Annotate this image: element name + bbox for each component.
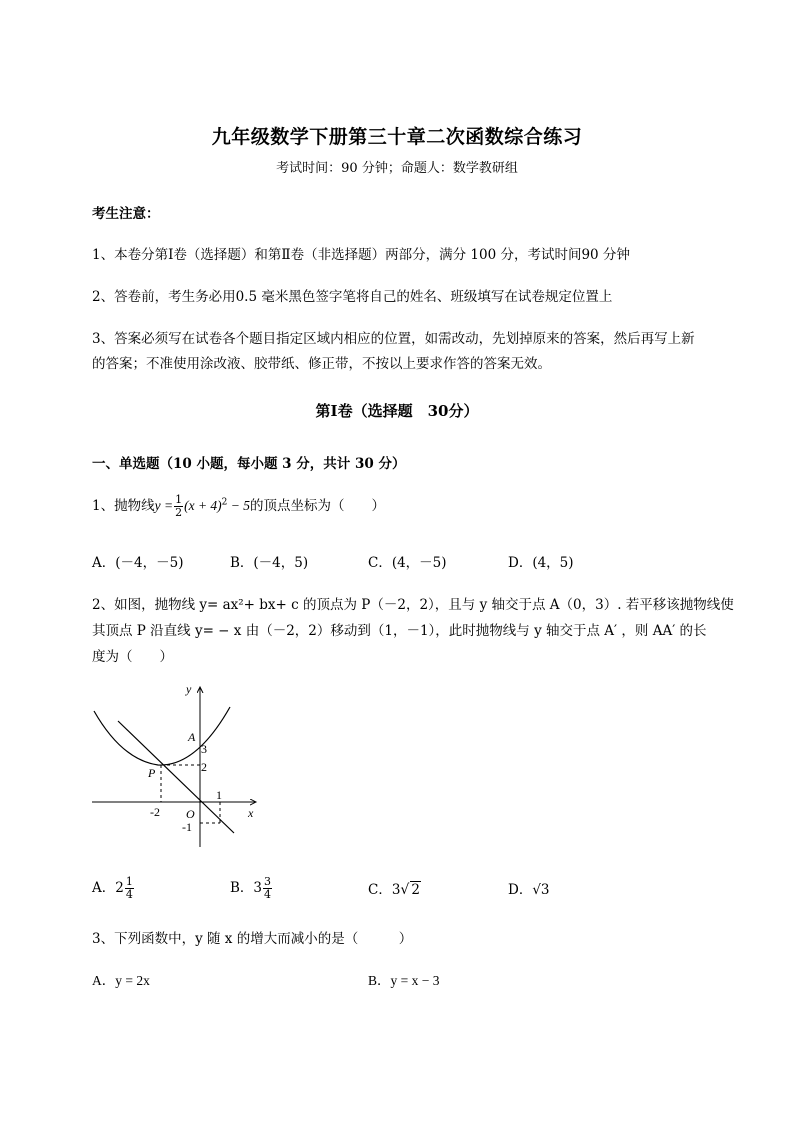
q2-option-b-fraction xyxy=(263,876,272,901)
q3-option-b[interactable]: B．y = x − 3 xyxy=(368,973,440,988)
q2-option-a-fraction xyxy=(125,876,134,901)
q1-option-c[interactable]: C．(4，－5) xyxy=(368,555,447,571)
line-y-neg-x xyxy=(118,721,234,833)
q1-frac-den: 2 xyxy=(175,506,183,519)
q3-option-a[interactable]: A．y = 2x xyxy=(92,973,150,988)
parabola-curve xyxy=(94,707,230,765)
q2-option-d[interactable]: D．√3 xyxy=(508,882,550,898)
notice-item-3-line2: 的答案；不准使用涂改液、胶带纸、修正带，不按以上要求作答的答案无效。 xyxy=(92,356,551,372)
notice-item-1: 1、本卷分第Ⅰ卷（选择题）和第Ⅱ卷（非选择题）两部分，满分 100 分，考试时间90 分钟 xyxy=(92,247,630,263)
notice-heading: 考生注意： xyxy=(92,206,160,222)
q1-option-d[interactable]: D．(4，5) xyxy=(508,555,574,571)
q2-option-a-num: 1 xyxy=(125,875,133,888)
q2-option-a-den: 4 xyxy=(125,888,133,901)
label-neg1: -1 xyxy=(182,820,192,834)
exam-info: 考试时间：90 分钟；命题人：数学教研组 xyxy=(276,161,518,176)
section-subheading: 一、单选题（10 小题，每小题 3 分，共计 30 分） xyxy=(92,456,406,472)
q2-option-b[interactable] xyxy=(230,876,273,901)
question-3-stem: 3、下列函数中，y 随 x 的增大而减小的是（ ） xyxy=(92,931,413,947)
q2-option-c[interactable] xyxy=(368,878,421,898)
label-3: 3 xyxy=(201,742,207,756)
notice-item-3-line1: 3、答案必须写在试卷各个题目指定区域内相应的位置，如需改动，先划掉原来的答案，然后再写上新 xyxy=(92,331,695,347)
section-title: 第Ⅰ卷（选择题 30分） xyxy=(315,402,479,420)
q2-option-b-prefix: B．3 xyxy=(230,880,263,896)
q1-option-a[interactable]: A．(－4，－5) xyxy=(92,555,184,571)
question-2-line3: 度为（ ） xyxy=(92,649,173,665)
q2-option-a[interactable] xyxy=(92,876,135,901)
q1-option-b[interactable]: B．(－4，5) xyxy=(230,555,309,571)
label-P: P xyxy=(148,766,156,780)
q1-exponent: 2 xyxy=(221,497,228,508)
q2-option-c-radicand: 2 xyxy=(411,882,420,898)
notice-item-2: 2、答卷前，考生务必用0.5 毫米黑色签字笔将自己的姓名、班级填写在试卷规定位置上 xyxy=(92,289,613,305)
label-neg2: -2 xyxy=(150,805,160,819)
page-title: 九年级数学下册第三十章二次函数综合练习 xyxy=(211,126,583,148)
sqrt-icon: √ xyxy=(400,882,410,898)
label-O: O xyxy=(186,807,195,821)
q1-expr-b: − 5 xyxy=(227,498,251,513)
question-2-line1: 2、如图，抛物线 y= ax²+ bx+ c 的顶点为 P（－2，2），且与 y 轴交于点 A（0，3）. 若平移该抛物线使 xyxy=(92,597,734,613)
label-y: y xyxy=(186,682,192,696)
q2-option-c-prefix: C．3 xyxy=(368,882,401,898)
label-2: 2 xyxy=(201,760,207,774)
q2-option-b-den: 4 xyxy=(264,888,272,901)
q1-frac-num: 1 xyxy=(175,493,183,506)
q2-option-a-prefix: A．2 xyxy=(92,880,124,896)
q1-prefix: 1、抛物线 xyxy=(92,498,155,514)
q1-fraction xyxy=(174,494,183,519)
q1-expr-a: (x + 4) xyxy=(184,498,222,513)
parabola-figure xyxy=(86,675,266,855)
q2-option-b-num: 3 xyxy=(264,875,272,888)
label-x: x xyxy=(248,806,254,820)
label-1: 1 xyxy=(216,788,222,802)
question-1-stem xyxy=(92,494,385,519)
q1-suffix: 的顶点坐标为（ ） xyxy=(250,498,386,514)
question-2-line2: 其顶点 P 沿直线 y= − x 由（－2，2）移动到（1，－1），此时抛物线与 y 轴交于点 A′ ，则 AA′ 的长 xyxy=(92,623,707,639)
q1-y-eq: y = xyxy=(154,498,174,513)
label-A: A xyxy=(188,730,196,744)
